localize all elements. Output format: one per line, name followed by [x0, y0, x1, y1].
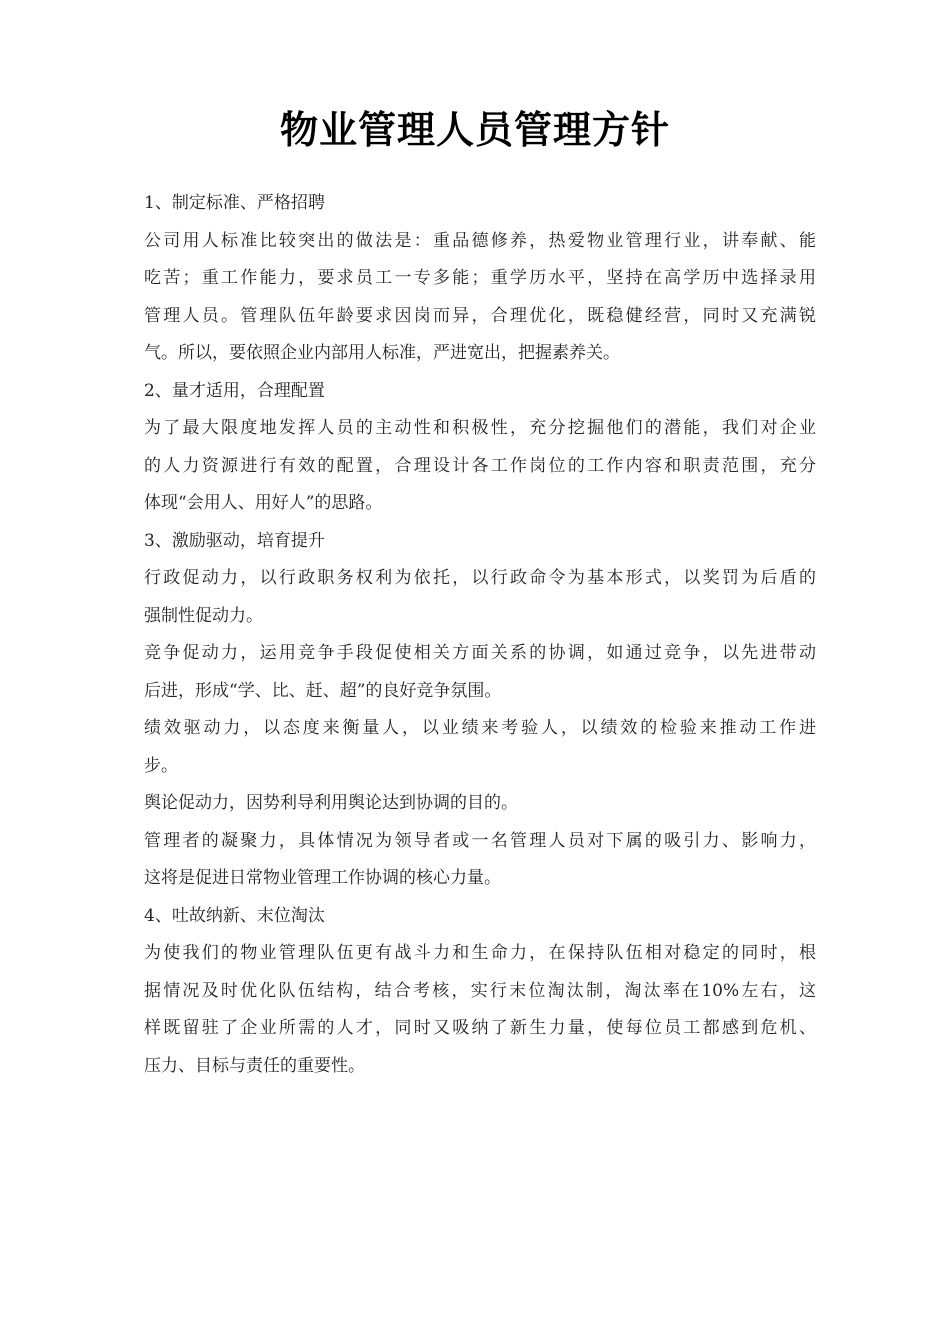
document-title: 物业管理人员管理方针: [279, 108, 670, 152]
text-line: 压力、目标与责任的重要性。: [144, 1055, 365, 1076]
text-line: 行政促动力，以行政职务权利为依托，以行政命令为基本形式，以奖罚为后盾的: [144, 568, 816, 588]
text-line: 公司用人标准比较突出的做法是：重品德修养，热爱物业管理行业，讲奉献、能: [144, 230, 816, 251]
text-line: 吃苦；重工作能力，要求员工一专多能；重学历水平，坚持在高学历中选择录用: [144, 268, 816, 288]
text-line: 这将是促进日常物业管理工作协调的核心力量。: [144, 868, 501, 888]
text-line: 气。所以，要依照企业内部用人标准，严进宽出，把握素养关。: [144, 343, 620, 363]
text-line: 为使我们的物业管理队伍更有战斗力和生命力，在保持队伍相对稳定的同时，根: [144, 943, 816, 963]
document-body: [144, 185, 816, 1085]
text-line: 绩效驱动力，以态度来衡量人，以业绩来考验人，以绩效的检验来推动工作进: [144, 718, 816, 738]
text-line: 竞争促动力，运用竞争手段促使相关方面关系的协调，如通过竞争，以先进带动: [144, 643, 816, 663]
text-line: 体现“会用人、用好人”的思路。: [144, 493, 383, 513]
text-line: 的人力资源进行有效的配置，合理设计各工作岗位的工作内容和职责范围，充分: [144, 455, 816, 476]
text-line: 舆论促动力，因势利导利用舆论达到协调的目的。: [144, 793, 518, 813]
text-line: 1、制定标准、严格招聘: [144, 193, 325, 213]
text-line: 据情况及时优化队伍结构，结合考核，实行末位淘汰制，淘汰率在10%左右，这: [144, 980, 816, 1001]
text-line: 样既留驻了企业所需的人才，同时又吸纳了新生力量，使每位员工都感到危机、: [144, 1018, 816, 1038]
text-line: 步。: [144, 755, 178, 776]
text-line: 为了最大限度地发挥人员的主动性和积极性，充分挖掘他们的潜能，我们对企业: [144, 418, 816, 438]
text-line: 管理者的凝聚力，具体情况为领导者或一名管理人员对下属的吸引力、影响力，: [144, 830, 816, 851]
text-line: 3、激励驱动，培育提升: [144, 530, 325, 551]
text-line: 2、量才适用，合理配置: [144, 380, 325, 401]
text-line: 4、吐故纳新、末位淘汰: [144, 905, 325, 926]
text-line: 后进，形成“学、比、赶、超”的良好竞争氛围。: [144, 680, 502, 701]
text-line: 管理人员。管理队伍年龄要求因岗而异，合理优化，既稳健经营，同时又充满锐: [144, 305, 816, 326]
text-line: 强制性促动力。: [144, 605, 263, 626]
